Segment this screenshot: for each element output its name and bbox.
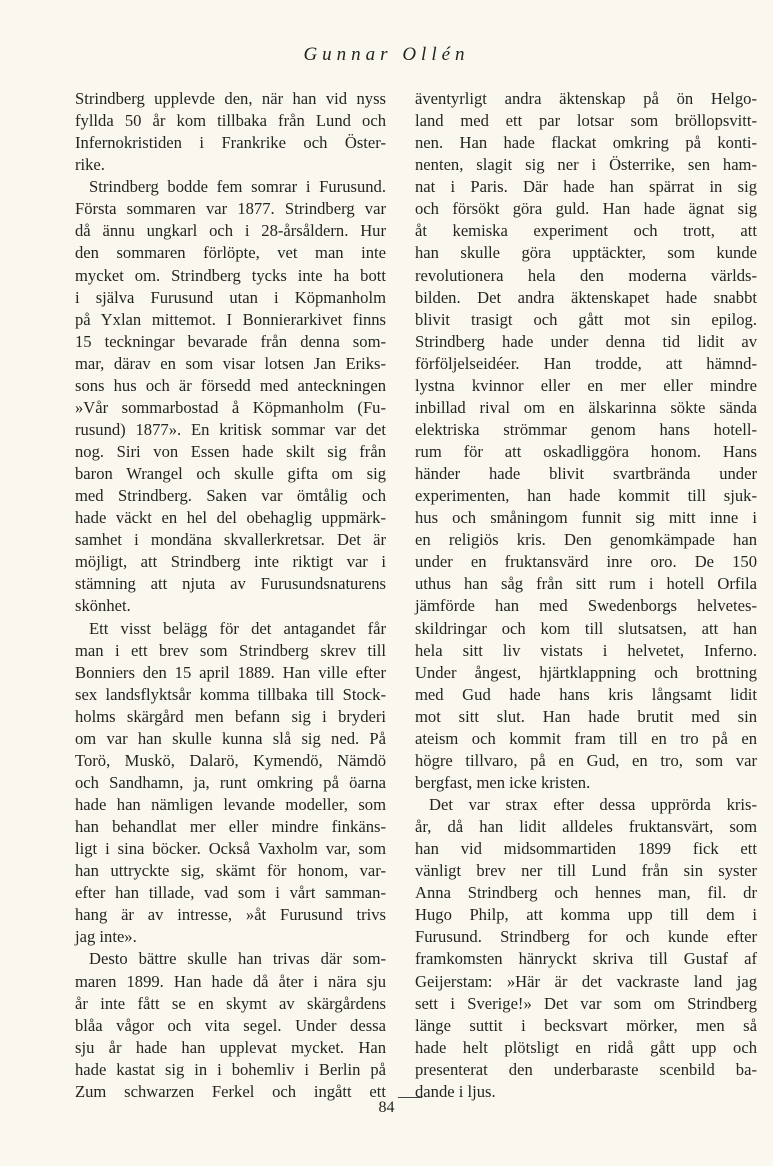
text-line: hang är av intresse, »åt Furusund trivs bbox=[75, 905, 386, 925]
text-line: Under ångest, hjärtklappning och brottning bbox=[415, 662, 757, 682]
text-line: rum för att oskadliggöra honom. Hans bbox=[415, 442, 757, 461]
right-column bbox=[415, 88, 757, 1103]
text-line: rusund) 1877». En kritisk sommar var det bbox=[75, 419, 386, 439]
text-line: efter han tillade, vad som i vårt samman- bbox=[75, 883, 386, 903]
text-line: hela sitt liv vistats i helvetet, Inferno. bbox=[415, 640, 757, 660]
running-head: Gunnar Ollén bbox=[303, 44, 470, 65]
text-line: nen. Han hade flackat omkring på konti- bbox=[415, 133, 757, 153]
text-line: möjligt, att Strindberg inte riktigt var i bbox=[75, 552, 386, 572]
text-line: Strindberg bodde fem somrar i Furusund. bbox=[89, 177, 386, 197]
text-line: skönhet. bbox=[75, 596, 131, 616]
text-line: högre tillvaro, på en Gud, en tro, som var bbox=[415, 750, 757, 770]
text-line: han vid midsommartiden 1899 fick ett bbox=[415, 839, 757, 859]
text-line: experimenten, han hade kommit till sjuk- bbox=[415, 486, 757, 506]
text-line: mar, därav en som visar lotsen Jan Eriks- bbox=[75, 353, 386, 373]
text-line: hus och småningom funnit sig mitt inne i bbox=[415, 508, 757, 528]
text-line: åt kemiska experiment och trott, att bbox=[415, 221, 757, 241]
text-line: ligt i sina böcker. Också Vaxholm var, som bbox=[75, 839, 386, 859]
text-line: Strindberg hade under denna tid lidit av bbox=[415, 331, 757, 351]
text-line: nog. Siri von Essen hade skilt sig från bbox=[75, 442, 386, 461]
text-line: stämning att njuta av Furusundsnaturens bbox=[75, 574, 386, 594]
paragraph bbox=[75, 88, 386, 176]
text-line: vänligt brev ner till Lund från sin syster bbox=[415, 861, 757, 881]
paragraph bbox=[415, 794, 757, 1103]
paragraph bbox=[415, 88, 757, 794]
paragraph bbox=[75, 176, 386, 617]
paragraph bbox=[75, 948, 386, 1102]
text-line: skildringar och kom till slutsatsen, att han bbox=[415, 618, 757, 638]
text-line: dande i ljus. bbox=[415, 1081, 496, 1101]
text-line: Det var strax efter dessa upprörda kris- bbox=[429, 795, 757, 814]
text-line: Torö, Muskö, Dalarö, Kymendö, Nämdö bbox=[75, 750, 386, 770]
text-line: framkomsten hänryckt skriva till Gustaf af bbox=[415, 949, 757, 969]
text-line: blivit trasigt och gått mot sin epilog. bbox=[415, 309, 757, 329]
text-line: i själva Furusund utan i Köpmanholm bbox=[75, 287, 386, 307]
text-line: jämförde han med Swedenborgs helvetes- bbox=[415, 596, 757, 616]
text-line: år, då han lidit alldeles fruktansvärt, som bbox=[415, 817, 757, 837]
text-line: nenten, slagit sig ner i Österrike, sen ham- bbox=[415, 155, 757, 175]
text-line: Geijerstam: »Här är det vackraste land jag bbox=[415, 971, 757, 991]
text-line: »Vår sommarbostad å Köpmanholm (Fu- bbox=[75, 397, 386, 417]
text-line: baron Wrangel och skulle gifta om sig bbox=[75, 464, 386, 484]
text-line: hade väckt en hel del obehaglig uppmärk- bbox=[75, 508, 386, 528]
left-column bbox=[75, 88, 386, 1103]
text-line: nat i Paris. Där hade han spärrat in sig bbox=[415, 177, 757, 197]
text-line: Furusund. Strindberg for och kunde efter bbox=[415, 927, 757, 947]
text-line: om var han skulle kunna slå sig ned. På bbox=[75, 728, 386, 748]
text-line: lystna kvinnor eller en mer eller mindre bbox=[415, 375, 757, 395]
text-line: med Strindberg. Saken var ömtålig och bbox=[75, 486, 386, 506]
text-line: maren 1899. Han hade då åter i nära sju bbox=[75, 971, 386, 991]
text-line: revolutionera hela den moderna världs- bbox=[415, 265, 757, 285]
text-line: händer hade blivit svartbrända under bbox=[415, 464, 757, 484]
text-line: mot sitt slut. Han hade brutit med sin bbox=[415, 706, 757, 726]
text-line: Första sommaren var 1877. Strindberg var bbox=[75, 199, 386, 219]
text-line: Ett visst belägg för det antagandet får bbox=[89, 618, 386, 638]
text-line: hade han nämligen levande modeller, som bbox=[75, 795, 386, 814]
text-line: Desto bättre skulle han trivas där som- bbox=[89, 949, 386, 969]
text-line: samhet i mondäna skvallerkretsar. Det är bbox=[75, 530, 386, 550]
text-line: hade helt plötsligt en ridå gått upp och bbox=[415, 1037, 757, 1057]
text-line: äventyrligt andra äktenskap på ön Helgo- bbox=[415, 89, 757, 108]
text-line: han uttryckte sig, skämt för honom, var- bbox=[75, 861, 386, 881]
text-line: ateism och kommit fram till en tro på en bbox=[415, 728, 757, 748]
text-line: presenterat den underbaraste scenbild ba- bbox=[415, 1059, 757, 1079]
text-line: Hugo Philp, att komma upp till dem i bbox=[415, 905, 757, 925]
text-line: och Sandhamn, ja, runt omkring på öarna bbox=[75, 772, 386, 792]
text-line: blåa vågor och vita segel. Under dessa bbox=[75, 1015, 386, 1035]
text-line: sex landsflyktsår komma tillbaka till Stock- bbox=[75, 684, 386, 704]
text-line: och försökt göra guld. Han hade ägnat sig bbox=[415, 199, 757, 219]
text-line: rike. bbox=[75, 155, 105, 175]
text-line: bilden. Det andra äktenskapet hade snabbt bbox=[415, 287, 757, 307]
text-line: mycket om. Strindberg tycks inte ha bott bbox=[75, 265, 386, 285]
text-line: fyllda 50 år kom tillbaka från Lund och bbox=[75, 111, 386, 131]
text-line: sons hus och är försedd med anteckningen bbox=[75, 375, 386, 395]
text-line: jag inte». bbox=[75, 927, 137, 947]
text-line: 15 teckningar bevarade från denna som- bbox=[75, 331, 386, 351]
text-line: förföljelseidéer. Han trodde, att hämnd- bbox=[415, 353, 757, 373]
text-line: sett i Sverige!» Det var som om Strindberg bbox=[415, 993, 757, 1013]
text-line: bergfast, men icke kristen. bbox=[415, 772, 591, 792]
text-line: Zum schwarzen Ferkel och ingått ett bbox=[75, 1081, 386, 1101]
paragraph bbox=[75, 618, 386, 949]
page-number-rule bbox=[398, 1097, 422, 1098]
text-line: holms skärgård men befann sig i bryderi bbox=[75, 706, 386, 726]
text-line: år inte fått se en skymt av skärgårdens bbox=[75, 993, 386, 1013]
text-line: man i ett brev som Strindberg skrev till bbox=[75, 640, 386, 660]
text-line: Infernokristiden i Frankrike och Öster- bbox=[75, 133, 386, 153]
text-line: han behandlat mer eller mindre finkäns- bbox=[75, 817, 386, 837]
text-line: sju år hade han upplevat mycket. Han bbox=[75, 1037, 386, 1057]
text-line: under en fruktansvärd inre oro. De 150 bbox=[415, 552, 757, 572]
text-line: länge suttit i becksvart mörker, men så bbox=[415, 1015, 757, 1035]
text-line: elektriska strömmar genom hans hotell- bbox=[415, 419, 757, 439]
text-line: på Yxlan mittemot. I Bonnierarkivet finns bbox=[75, 309, 386, 329]
text-line: han skulle göra upptäckter, som kunde bbox=[415, 243, 757, 263]
text-line: land med ett par lotsar som bröllopsvitt- bbox=[415, 111, 757, 131]
text-line: uthus han såg från sitt rum i hotell Orfila bbox=[415, 574, 757, 594]
text-line: med Gud hade hans kris långsamt lidit bbox=[415, 684, 757, 704]
text-line: den sommaren förlöpte, vet man inte bbox=[75, 243, 386, 263]
text-line: hade kastat sig in i bohemliv i Berlin på bbox=[75, 1059, 386, 1079]
text-line: en religiös kris. Den genomkämpade han bbox=[415, 530, 757, 550]
page-number: 84 bbox=[378, 1099, 395, 1116]
text-line: Strindberg upplevde den, när han vid nyss bbox=[75, 89, 386, 108]
text-line: inbillad rival om en älskarinna sökte sända bbox=[415, 397, 757, 417]
text-line: Bonniers den 15 april 1889. Han ville efter bbox=[75, 662, 386, 682]
text-line: Anna Strindberg och hennes man, fil. dr bbox=[415, 883, 757, 903]
text-line: då ännu ungkarl och i 28-årsåldern. Hur bbox=[75, 221, 386, 241]
